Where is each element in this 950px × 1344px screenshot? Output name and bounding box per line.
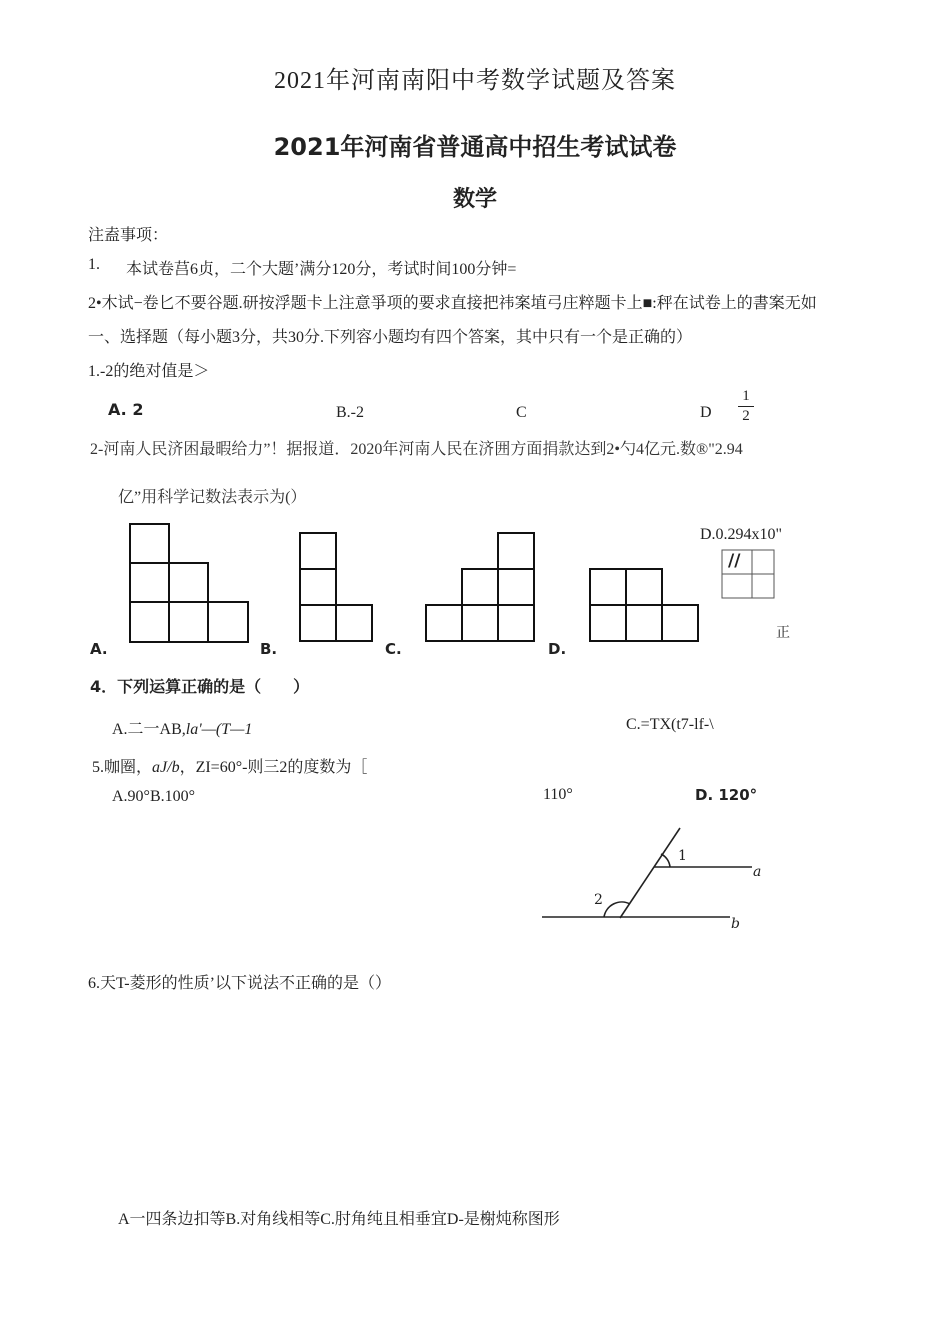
q3-b-cube bbox=[300, 533, 336, 569]
angle-2-label: 2 bbox=[594, 892, 603, 908]
q5-stem-start: 5.咖圈， bbox=[92, 759, 153, 776]
q1-option-c: C bbox=[516, 404, 527, 421]
fraction-bar bbox=[738, 406, 754, 407]
question-4-stem: 4．下列运算正确的是（ ） bbox=[90, 677, 310, 696]
line-a-label: a bbox=[753, 864, 762, 880]
q3-b-cube bbox=[300, 605, 336, 641]
q3-d-cube bbox=[590, 605, 626, 641]
question-5-stem bbox=[92, 754, 367, 777]
angle-1-label: 1 bbox=[678, 848, 687, 864]
q1-option-a: A. 2 bbox=[108, 400, 144, 419]
q2-option-d: D.0.294x10" bbox=[700, 526, 783, 543]
notice-item1-number: 1. bbox=[88, 256, 100, 273]
q1-option-b: B.-2 bbox=[336, 404, 364, 421]
q5-options-ab: A.90°B.100° bbox=[112, 788, 196, 805]
fraction-numerator: 1 bbox=[742, 388, 750, 404]
q3-a-cube bbox=[169, 602, 208, 642]
q3-d-cube bbox=[662, 605, 698, 641]
q3-d-cube bbox=[626, 569, 662, 605]
question-1-stem: 1.-2的绝对值是＞ bbox=[88, 363, 210, 380]
q3-label-d: D. bbox=[548, 640, 567, 658]
exam-title: 2021年河南省普通高中招生考试试卷 bbox=[273, 133, 677, 161]
q3-c-cube bbox=[498, 533, 534, 569]
line-b-label: b bbox=[731, 916, 740, 932]
q5-stem-end: ，ZI=60°-则三2的度数为［ bbox=[179, 759, 368, 776]
transversal-line bbox=[620, 828, 680, 918]
question-2-line1: 2-河南人民济困最暇给力”！据报道．2020年河南人民在济囲方面捐款达到2•勺4亿元.数®"2.94 bbox=[90, 441, 743, 458]
notice-item2: 2•木试−卷匕不要谷题.研按浮题卡上注意爭项的要求直接把祎案埴弓庄粹题卡上■:秤在试卷上的書案无如 bbox=[88, 295, 817, 312]
q5-option-d: D. 120° bbox=[695, 786, 758, 804]
q3-label-a: A. bbox=[90, 640, 108, 658]
q3-label-c: C. bbox=[385, 640, 402, 658]
q6-options: A一四条边扣等B.对角线相等C.肘角纯且相垂宜D-是榭炖称图形 bbox=[118, 1211, 560, 1228]
q3-figures bbox=[0, 520, 950, 660]
q3-c-cube bbox=[462, 605, 498, 641]
q3-d-cube bbox=[626, 605, 662, 641]
q3-c-cube bbox=[498, 569, 534, 605]
q3-c-cube bbox=[498, 605, 534, 641]
angle-1-arc bbox=[661, 854, 670, 867]
q3-a-cube bbox=[130, 602, 169, 642]
subject-title: 数学 bbox=[452, 187, 497, 212]
question-6-stem: 6.天T-菱形的性质’以下说法不正确的是（） bbox=[88, 975, 391, 992]
q3-b-cube bbox=[336, 605, 372, 641]
q3-view-label: 正 bbox=[776, 626, 790, 641]
q4-option-b: la'—(T—1 bbox=[185, 721, 253, 738]
q1-option-d-label: D bbox=[700, 404, 712, 421]
q3-d-cube bbox=[590, 569, 626, 605]
notice-heading: 注盍事项： bbox=[88, 227, 169, 244]
q5-figure bbox=[530, 820, 780, 940]
notice-item1: 本试卷莒6贞，二个大题’满分120分，考试时间100分钟= bbox=[126, 261, 517, 278]
q3-c-cube bbox=[462, 569, 498, 605]
q4-options-ab bbox=[112, 716, 252, 739]
question-2-line2: 亿”用科学记数法表示为(） bbox=[118, 489, 307, 506]
q3-a-cube bbox=[208, 602, 248, 642]
q3-label-b: B. bbox=[260, 640, 278, 658]
q3-a-cube bbox=[169, 563, 208, 602]
document-title: 2021年河南南阳中考数学试题及答案 bbox=[274, 68, 676, 94]
q4-option-c: C.=TX(t7-lf-\ bbox=[626, 716, 714, 733]
q3-a-cube bbox=[130, 524, 169, 563]
q1-option-d-fraction bbox=[738, 388, 754, 425]
q3-view-mark: // bbox=[728, 551, 741, 571]
q3-c-cube bbox=[426, 605, 462, 641]
q4-option-a: A.二一AB, bbox=[112, 721, 186, 738]
q5-option-c: 110° bbox=[543, 786, 573, 803]
q3-a-cube bbox=[130, 563, 169, 602]
fraction-denominator: 2 bbox=[742, 408, 750, 424]
q3-b-cube bbox=[300, 569, 336, 605]
section-heading: 一、选择题（每小题3分，共30分.下列容小题均有四个答案，其中只有一个是正确的） bbox=[88, 329, 693, 346]
q5-stem-condition: aJ/b bbox=[152, 759, 180, 776]
